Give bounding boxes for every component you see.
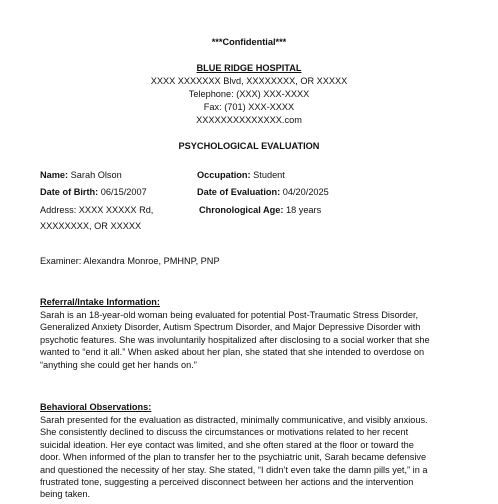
hospital-name: BLUE RIDGE HOSPITAL bbox=[196, 63, 302, 73]
document-title: PSYCHOLOGICAL EVALUATION bbox=[178, 141, 320, 151]
address-line-1: Address: XXXX XXXXX Rd, bbox=[40, 205, 154, 215]
behavioral-heading: Behavioral Observations: bbox=[40, 402, 152, 412]
occupation-value: Student bbox=[253, 170, 285, 180]
address-line-2: XXXXXXXX, OR XXXXX bbox=[40, 221, 142, 231]
dob-label: Date of Birth: bbox=[40, 187, 99, 197]
paragraph-line: She consistently declined to discuss the circumstances or motivations related to her recent bbox=[40, 427, 409, 438]
hospital-address: XXXX XXXXXXX Blvd, XXXXXXXX, OR XXXXX bbox=[150, 76, 348, 86]
paragraph-line: wanted to “end it all.” When asked about her plan, she stated that she intended to overdose on bbox=[40, 347, 425, 358]
examiner-line: Examiner: Alexandra Monroe, PMHNP, PNP bbox=[40, 256, 220, 266]
occupation-row bbox=[197, 170, 285, 182]
paragraph-line: being taken. bbox=[40, 489, 91, 500]
paragraph-line: Generalized Anxiety Disorder, Autism Spectrum Disorder, and Major Depressive Disorder with bbox=[40, 322, 421, 333]
occupation-label: Occupation: bbox=[197, 170, 251, 180]
referral-paragraph bbox=[40, 309, 466, 371]
hospital-fax: Fax: (701) XXX-XXXX bbox=[203, 102, 295, 112]
dob-value: 06/15/2007 bbox=[100, 187, 147, 197]
paragraph-line: door. When informed of the plan to transfer her to the psychiatric unit, Sarah became defensive bbox=[40, 452, 427, 463]
age-label: Chronological Age: bbox=[199, 205, 284, 215]
referral-heading: Referral/Intake Information: bbox=[40, 297, 160, 307]
dob-row bbox=[40, 187, 147, 199]
hospital-website: XXXXXXXXXXXXXX.com bbox=[196, 115, 302, 125]
hospital-telephone: Telephone: (XXX) XXX-XXXX bbox=[188, 89, 310, 99]
age-value: 18 years bbox=[285, 205, 322, 215]
age-row bbox=[199, 205, 321, 217]
paragraph-line: Sarah presented for the evaluation as distracted, minimally communicative, and visibly anxious. bbox=[40, 415, 428, 425]
paragraph-line: psychotic features. She was involuntarily hospitalized after disclosing to a social worker that she bbox=[40, 334, 430, 345]
name-value: Sarah Olson bbox=[70, 170, 122, 180]
paragraph-line: frustrated tone, suggesting a perceived disconnect between her actions and the intervention bbox=[40, 477, 414, 488]
doe-value: 04/20/2025 bbox=[282, 187, 329, 197]
name-label: Name: bbox=[40, 170, 69, 180]
paragraph-line: Sarah is an 18-year-old woman being evaluated for potential Post-Traumatic Stress Disorder, bbox=[40, 310, 419, 320]
confidential-label: ***Confidential*** bbox=[211, 37, 287, 47]
paragraph-line: and questioned the necessity of her stay. She stated, “I didn’t even take the damn pills yet,” in a bbox=[40, 464, 428, 475]
doe-row bbox=[197, 187, 329, 199]
patient-name-row bbox=[40, 170, 122, 182]
paragraph-line: “anything she could get her hands on.” bbox=[40, 359, 197, 370]
doe-label: Date of Evaluation: bbox=[197, 187, 281, 197]
behavioral-paragraph bbox=[40, 414, 466, 501]
paragraph-line: suicidal ideation. Her eye contact was limited, and she often stared at the floor or toward the bbox=[40, 439, 414, 450]
